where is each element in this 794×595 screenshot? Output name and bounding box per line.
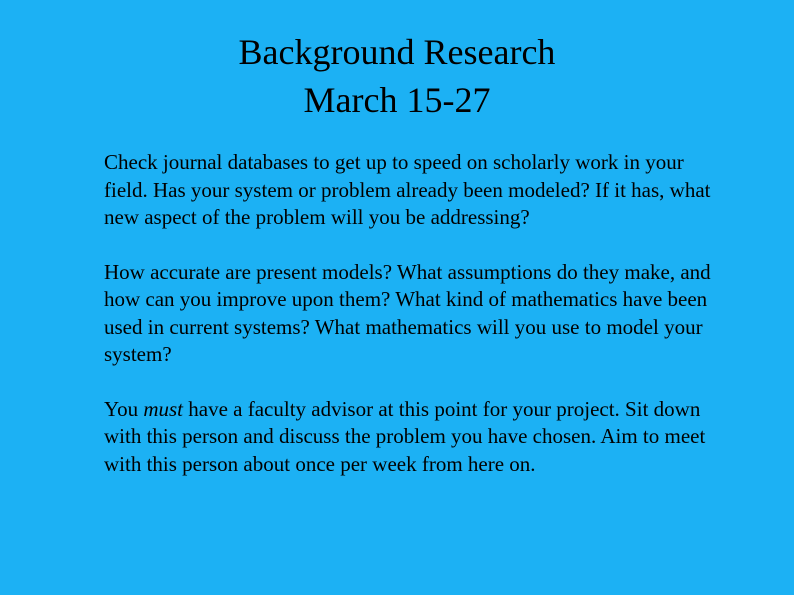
emphasis-must: must: [143, 396, 184, 421]
paragraph-faculty-advisor-end: have a faculty advisor at this point for your project. Sit down with this person and discuss the problem you have chosen. Aim to meet with this person about once per week from here on.: [104, 396, 706, 476]
title-line-2: March 15-27: [303, 80, 491, 120]
paragraph-present-models: How accurate are present models? What assumptions do they make, and how can you improve upon them? What kind of mathematics have been used in current systems? What mathematics will you use to model your system?: [104, 259, 711, 366]
slide-title: [0, 28, 794, 124]
title-line-1: Background Research: [238, 32, 556, 72]
paragraph-faculty-advisor-start: You: [104, 396, 144, 421]
paragraph-journal-databases: Check journal databases to get up to speed on scholarly work in your field. Has your system or problem already been modeled? If it has, what new aspect of the problem will you be addressing?: [104, 150, 711, 229]
slide-body: [104, 149, 724, 505]
paragraph-faculty-advisor: [104, 396, 724, 479]
